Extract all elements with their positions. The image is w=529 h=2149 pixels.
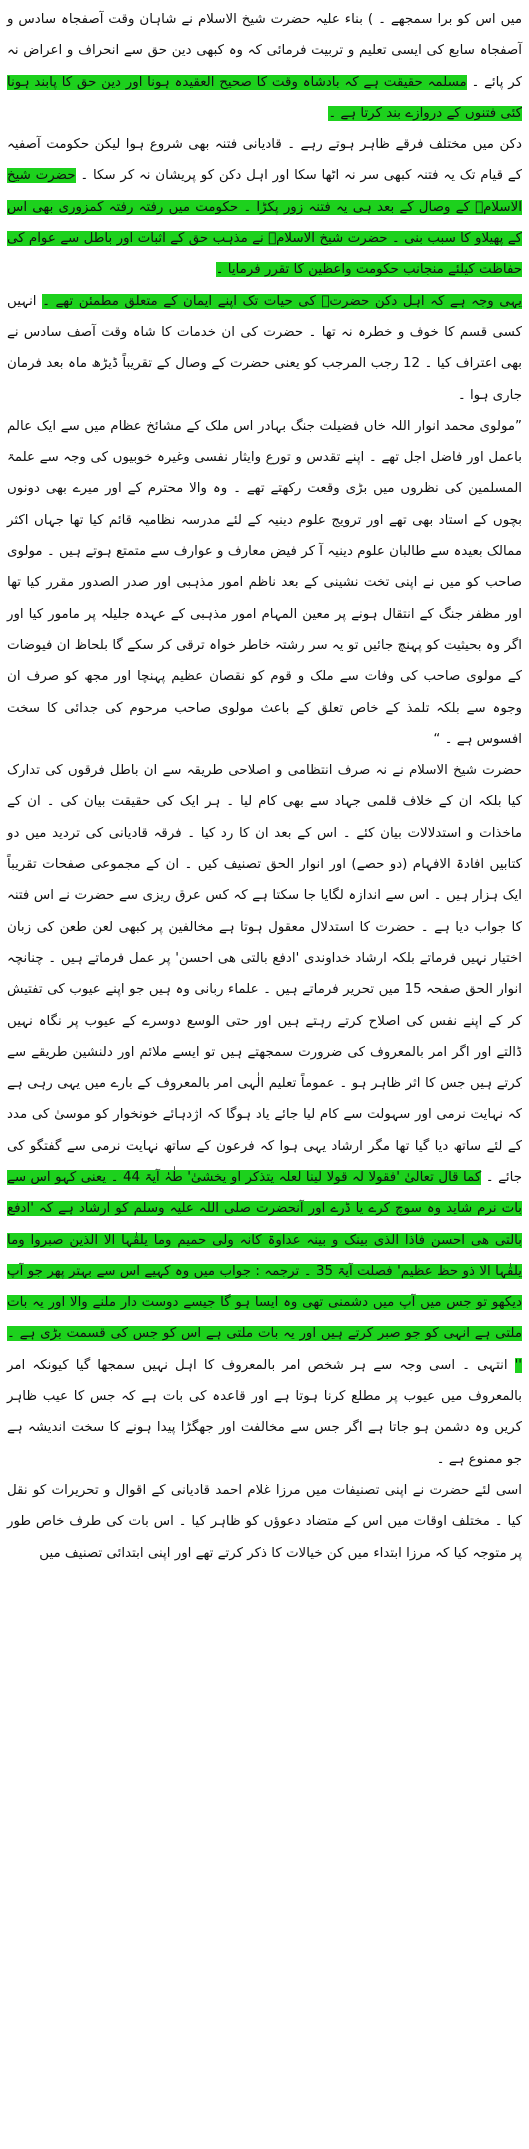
body-text: دکن میں مختلف فرقے ظاہر ہوتے رہے ۔ قادیانی فتنہ بھی شروع ہوا لیکن حکومت آصفیہ کے قیام تک یہ فتنہ کبھی سر نہ اٹھا سکا اور اہل دکن کو پریشان نہ کر سکا ۔	[7, 137, 522, 184]
body-text: میں اس کو برا سمجھے ۔ ) بناء علیہ حضرت شیخ الاسلام نے شاہان وقت آصفجاہ سادس و آصفجاہ سابع کی ایسی تعلیم و تربیت فرمائی کہ وہ کبھی دین حق سے انحراف و اعراض نہ کر پائے ۔	[7, 12, 522, 90]
highlighted-text: کما قال تعالیٰ 'فقولا لہ قولا لینا لعلہ یتذکر او یخشیٰ' طٰہٰ آیۃ 44 ۔ یعنی کہو اس سے بات نرم شاید وہ سوچ کرے یا ڈرے اور آنحضرت صلی اللہ علیہ وسلم کو ارشاد ہے کہ 'ادفع بالتی ھی احسن فاذا الذی بینک و بینہ عداوۃ کانہ ولی حمیم وما یلقٰہا الا الذین صبروا وما یلقٰہا الا ذو حظ عظیم' فصلت آیۃ 35 ۔ ترجمہ : جواب میں وہ کہیے اس سے بہتر پھر جو آپ دیکھو تو جس میں آپ میں دشمنی تھی وہ ایسا ہو گا جیسے دوست دار ملنے والا اور یہ بات ملتی ہے انہی کو جو صبر کرتے ہیں اور یہ بات ملتی ہے اس کو جس کی قسمت بڑی ہے ۔ ''	[7, 1169, 522, 1373]
body-text: انہیں کسی قسم کا خوف و خطرہ نہ تھا ۔ حضرت کی ان خدمات کا شاہ وقت آصف سادس نے بھی اعتراف کیا ۔ 12 رجب المرجب کو یعنی حضرت کے وصال کے تقریباً ڈیڑھ ماہ بعد فرمان جاری ہوا ۔	[7, 293, 522, 403]
paragraph-1	[7, 4, 522, 129]
body-text: حضرت شیخ الاسلام نے نہ صرف انتظامی و اصلاحی طریقہ سے ان باطل فرقوں کی تدارک کیا بلکہ ان کے خلاف قلمی جہاد سے بھی کام لیا ۔ ہر ایک کی حقیقت بیان کی ۔ ان کے ماخذات و استدلالات بیان کئے ۔ اس کے بعد ان کا رد کیا ۔ فرقہ قادیانی کی تردید میں دو کتابیں افادۃ الافہام (دو حصے) اور انوار الحق تصنیف کیں ۔ ان کے مجموعی صفحات تقریباً ایک ہزار ہیں ۔ اس سے اندازہ لگایا جا سکتا ہے کہ کس عرق ریزی سے حضرت نے اس فتنہ کا جواب دیا ہے ۔ حضرت کا استدلال معقول ہوتا ہے مخالفین پر کبھی لعن طعن کی زبان اختیار نہیں فرماتے بلکہ ارشاد خداوندی 'ادفع بالتی ھی احسن' پر عمل فرماتے ہیں ۔ چنانچہ انوار الحق صفحہ 15 میں تحریر فرماتے ہیں ۔ علماء ربانی وہ ہیں جو اپنے عیوب کی تفتیش کر کے اپنے نفس کی اصلاح کرتے رہتے ہیں اور حتی الوسع دوسرے کے عیوب پر نگاہ نہیں ڈالتے اور اگر امر بالمعروف کی ضرورت سمجھتے ہیں تو ایسے ملائم اور دلنشین طریقے سے کرتے ہیں جس کا اثر ظاہر ہو ۔ عموماً تعلیم الٰہی امر بالمعروف کے بارے میں یہی رہی ہے کہ نہایت نرمی اور سہولت سے کام لیا جائے یاد ہوگا کہ اژدہائے خونخوار کو موسیٰ کی مدد کے لئے ساتھ دیا گیا تھا مگر ارشاد یہی ہوا کہ فرعون کے ساتھ نہایت نرمی سے گفتگو کی جائے ۔	[7, 763, 522, 1185]
body-text: انتہی ۔ اسی وجہ سے ہر شخص امر بالمعروف کا اہل نہیں سمجھا گیا کیونکہ امر بالمعروف میں عیوب پر مطلع کرنا ہوتا ہے اور قاعدہ کی بات ہے کہ جس کا عیب ظاہر کریں وہ دشمن ہو جاتا ہے اگر جس سے مخالفت اور جھگڑا پیدا ہونے کا سخت اندیشہ ہے جو ممنوع ہے ۔	[7, 1357, 522, 1467]
paragraph-5	[7, 755, 522, 1475]
paragraph-2	[7, 129, 522, 285]
paragraph-6	[7, 1475, 522, 1569]
body-text: اسی لئے حضرت نے اپنی تصنیفات میں مرزا غلام احمد قادیانی کے اقوال و تحریرات کو نقل کیا ۔ مختلف اوقات میں اس کے متضاد دعوؤں کو ظاہر کیا ۔ اس بات کی طرف خاص طور پر متوجہ کیا کہ مرزا ابتداء میں کن خیالات کا ذکر کرتے تھے اور اپنی ابتدائی تصنیف میں	[7, 1482, 522, 1561]
body-text: ”مولوی محمد انوار اللہ خاں فضیلت جنگ بہادر اس ملک کے مشائخ عظام میں سے ایک عالم باعمل اور فاضل اجل تھے ۔ اپنے تقدس و تورع وایثار نفسی وغیرہ خوبیوں کی وجہ سے علمۃ المسلمین کی نظروں میں بڑی وقعت رکھتے تھے ۔ وہ والا محترم کے اور میرے بھی دونوں بچوں کے استاد بھی تھے اور ترویج علوم دینیہ کے لئے مدرسہ نظامیہ قائم کیا تھا جہاں اکثر ممالک بعیدہ سے طالبان علوم دینیہ آ کر فیض معارف و عوارف سے متمتع ہوتے ہیں ۔ مولوی صاحب کو میں نے اپنی تخت نشینی کے بعد ناظم امور مذہبی اور صدر الصدور مقرر کیا تھا اور مظفر جنگ کے انتقال ہونے پر معین المہام امور مذہبی کے عہدہ جلیلہ پر مامور کیا اور اگر وہ بحیثیت کو پہنچ جائیں تو یہ سر رشتہ خاطر خواہ ترقی کر سکے گا بلحاظ ان فیوضات کے مولوی صاحب کی وفات سے ملک و قوم کو نقصان عظیم پہنچا اور مجھ کو صرف ان وجوہ سے بلکہ تلمذ کے خاص تعلق کے باعث مولوی صاحب مرحوم کی جدائی کا سخت افسوس ہے ۔ “	[7, 418, 522, 747]
highlighted-text: حضرت شیخ الاسلامؒ کے وصال کے بعد ہی یہ فتنہ زور پکڑا ۔ حکومت میں رفتہ رفتہ کمزوری بھی اس کے پھیلاو کا سبب بنی ۔ حضرت شیخ الاسلامؒ نے مذہب حق کے اثبات اور باطل سے عوام کی حفاظت کیلئے منجانب حکومت واعظین کا تقرر فرمایا ۔	[7, 168, 522, 278]
highlighted-text: یہی وجہ ہے کہ اہل دکن حضرتؒ کی حیات تک اپنے ایمان کے متعلق مطمئن تھے ۔	[42, 293, 522, 309]
highlighted-text: مسلمہ حقیقت ہے کہ بادشاہ وقت کا صحیح العقیدہ ہونا اور دین حق کا پابند ہونا کئی فتنوں کے دروازے بند کرتا ہے ۔	[7, 74, 522, 121]
paragraph-4	[7, 411, 522, 755]
paragraph-3	[7, 286, 522, 411]
